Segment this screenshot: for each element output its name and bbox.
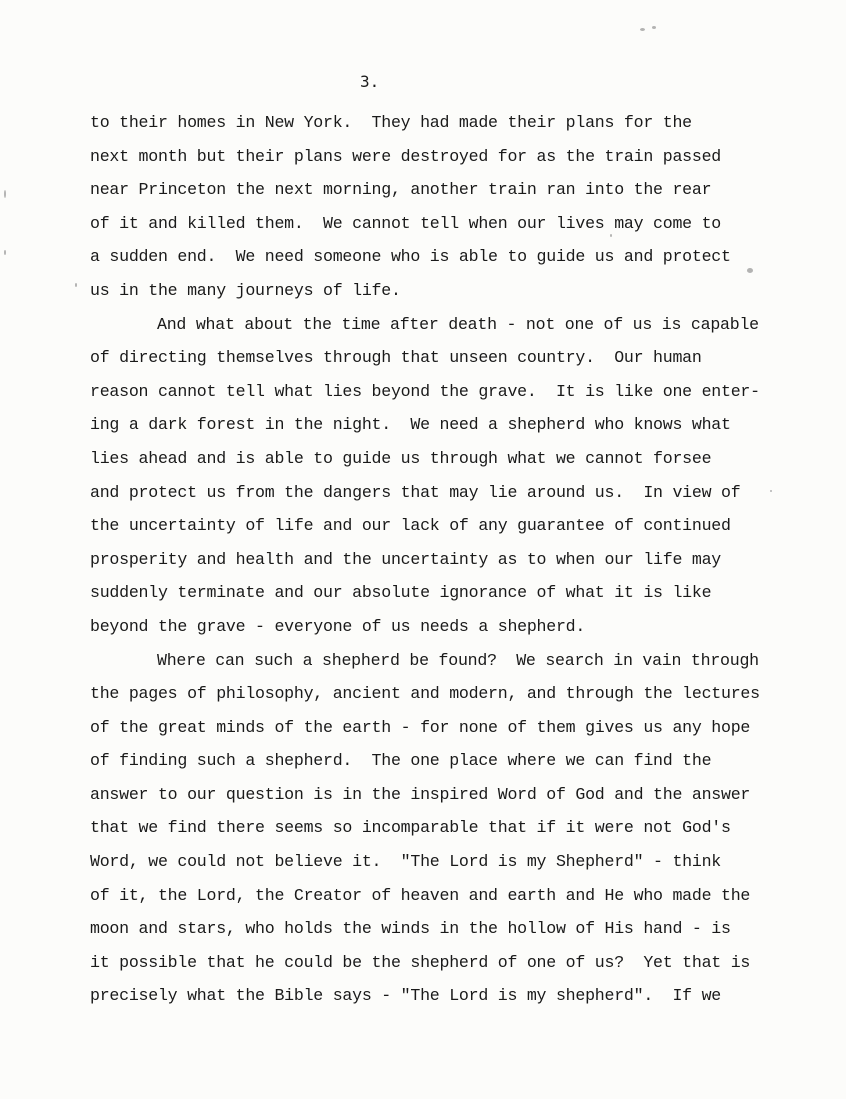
scan-speck	[4, 250, 6, 255]
scan-speck	[610, 234, 612, 237]
scan-speck	[75, 283, 77, 287]
text-line: Word, we could not believe it. "The Lord is my Shepherd" - think	[90, 852, 722, 872]
text-line: the pages of philosophy, ancient and modern, and through the lectures	[90, 684, 760, 704]
text-line: of finding such a shepherd. The one place where we can find the	[90, 751, 712, 771]
text-line: of the great minds of the earth - for none of them gives us any hope	[90, 717, 751, 737]
text-line: of it, the Lord, the Creator of heaven and earth and He who made the	[90, 885, 751, 905]
text-line: prosperity and health and the uncertainty as to when our life may	[90, 549, 722, 569]
text-line: and protect us from the dangers that may lie around us. In view of	[90, 482, 741, 502]
text-line: the uncertainty of life and our lack of any guarantee of continued	[90, 516, 731, 536]
scan-speck	[652, 26, 656, 29]
text-line: us in the many journeys of life.	[90, 280, 401, 300]
text-line: moon and stars, who holds the winds in the hollow of His hand - is	[90, 919, 731, 939]
text-line: reason cannot tell what lies beyond the grave. It is like one enter-	[90, 381, 760, 401]
scan-speck	[4, 190, 6, 198]
text-line: answer to our question is in the inspired Word of God and the answer	[90, 784, 751, 804]
text-line: a sudden end. We need someone who is able to guide us and protect	[90, 247, 731, 267]
scan-speck	[640, 28, 645, 31]
text-line: next month but their plans were destroyed for as the train passed	[90, 146, 722, 166]
body-text	[90, 106, 810, 1013]
text-line: it possible that he could be the shepherd of one of us? Yet that is	[90, 952, 751, 972]
text-line: beyond the grave - everyone of us needs a shepherd.	[90, 616, 586, 636]
text-line: of it and killed them. We cannot tell when our lives may come to	[90, 213, 722, 233]
text-line: suddenly terminate and our absolute ignorance of what it is like	[90, 583, 712, 603]
page-number: 3.	[360, 72, 380, 91]
text-line: that we find there seems so incomparable that if it were not God's	[90, 818, 731, 838]
text-line: to their homes in New York. They had made their plans for the	[90, 113, 692, 132]
text-line: near Princeton the next morning, another train ran into the rear	[90, 180, 712, 200]
text-line: lies ahead and is able to guide us through what we cannot forsee	[90, 448, 712, 468]
scan-speck	[770, 490, 772, 492]
text-line: of directing themselves through that unseen country. Our human	[90, 348, 702, 368]
text-line: precisely what the Bible says - "The Lord is my shepherd". If we	[90, 986, 722, 1006]
scan-speck	[747, 268, 753, 273]
text-line: Where can such a shepherd be found? We search in vain through	[157, 650, 759, 670]
text-line: And what about the time after death - not one of us is capable	[157, 314, 759, 334]
text-line: ing a dark forest in the night. We need a shepherd who knows what	[90, 415, 731, 435]
